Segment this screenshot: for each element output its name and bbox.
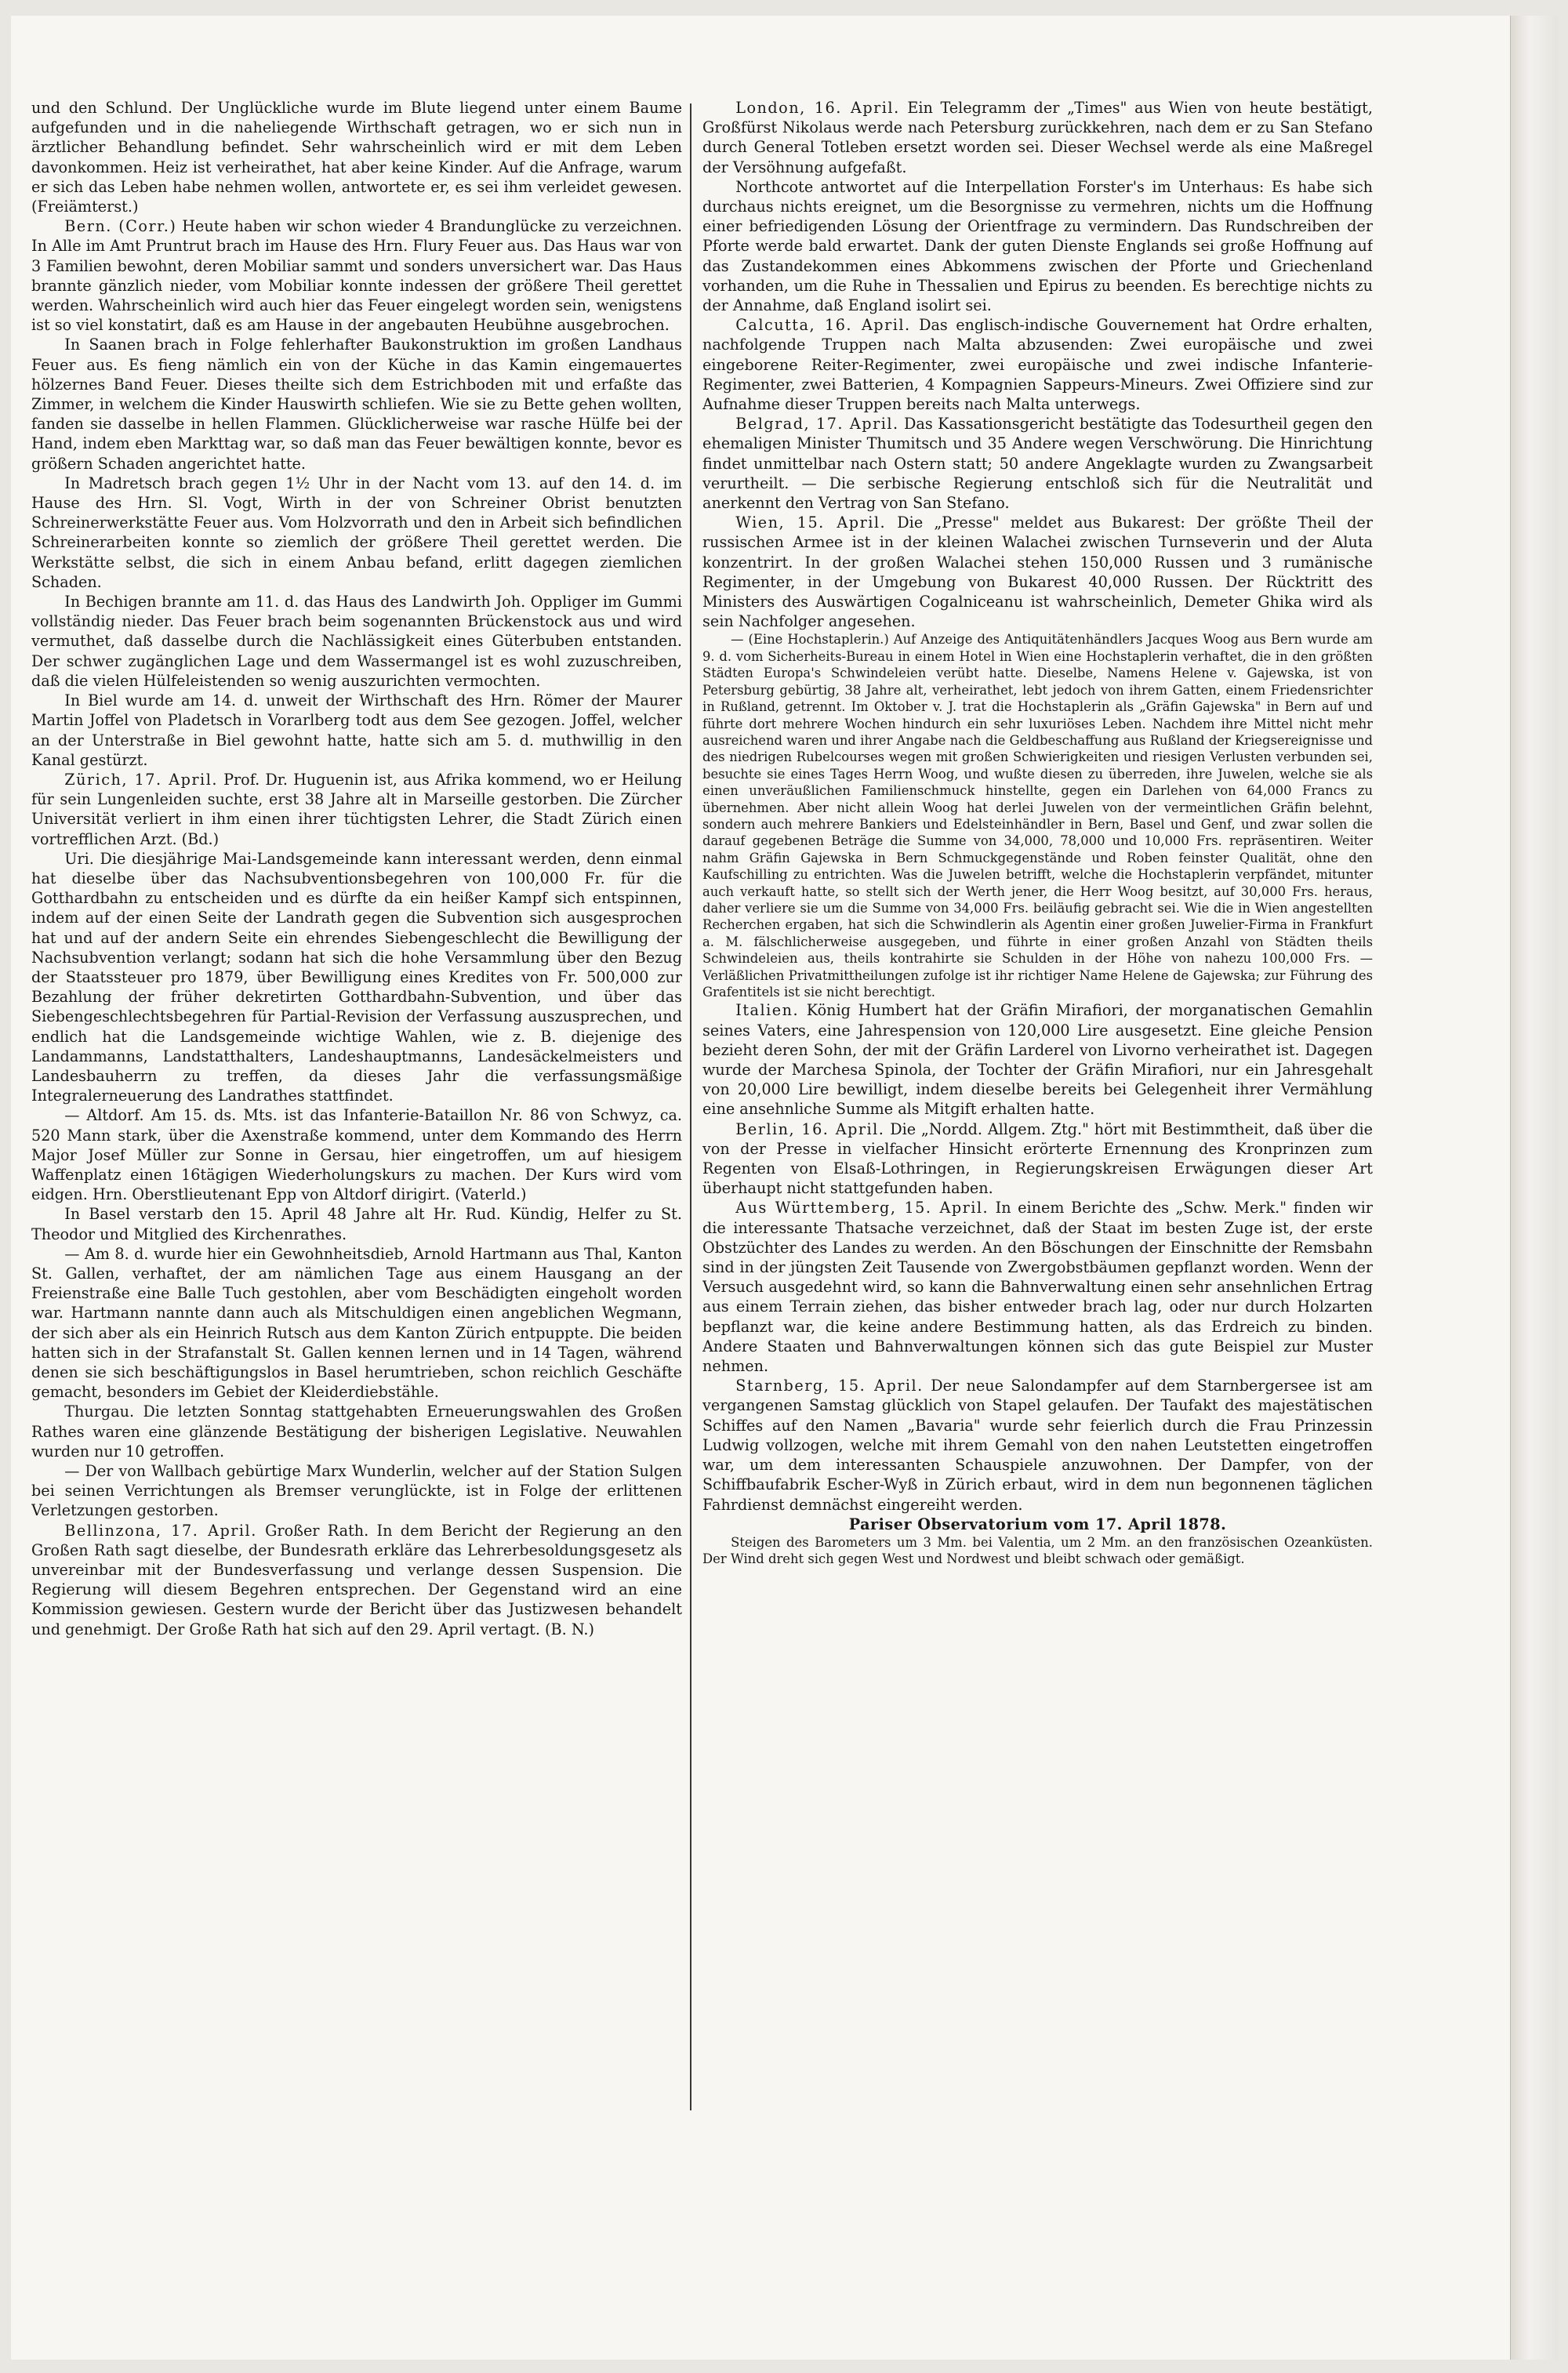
article-text: Heute haben wir schon wieder 4 Brandunglücke zu verzeichnen. In Alle im Amt Pruntrut brach im Hause des Hrn. Flury Feuer aus. Das Haus war von 3 Familien bewohnt, deren Mobiliar sammt und sonders unversichert war. Das Haus brannte gänzlich nieder, vom Mobiliar konnte indessen der größere Theil gerettet werden. Wahrscheinlich wird auch hier das Feuer eingelegt worden sein, wenigstens ist so viel konstatirt, daß es am Hause in der angebauten Heubühne ausgebrochen. bbox=[31, 217, 682, 335]
article-paragraph bbox=[31, 1244, 682, 1402]
article-text: Steigen des Barometers um 3 Mm. bei Valentia, um 2 Mm. an den französischen Ozeanküsten. Der Wind dreht sich gegen West und Nordwest und bleibt schwach oder gemäßigt. bbox=[702, 1534, 1373, 1567]
article-paragraph bbox=[702, 177, 1373, 315]
article-dateline: Aus Württemberg, 15. April. bbox=[735, 1199, 989, 1217]
article-paragraph bbox=[31, 1402, 682, 1461]
article-text: Großer Rath. In dem Bericht der Regierung an den Großen Rath sagt dieselbe, der Bundesrath erkläre das Lehrerbesoldungsgesetz als unvereinbar mit der Bundesverfassung und verlange dessen Suspension. Die Regierung will diesem Begehren entsprechen. Der Gegenstand wird an eine Kommission gewiesen. Gestern wurde der Bericht über das Justizwesen behandelt und genehmigt. Der Große Rath hat sich auf den 29. April vertagt. (B. N.) bbox=[31, 1521, 682, 1638]
article-paragraph bbox=[702, 513, 1373, 631]
article-text: Northcote antwortet auf die Interpellation Forster's im Unterhaus: Es habe sich durchaus nichts ereignet, um die Besorgnisse zu vermehren, nichts um die Hoffnung einer befriedigenden Lösung der Orientfrage zu vermindern. Das Rundschreiben der Pforte werde bald erwartet. Dank der guten Dienste Englands sei große Hoffnung auf das Zustandekommen eines Abkommens zwischen der Pforte und Griechenland vorhanden, um die Ruhe in Thessalien und Epirus zu beenden. Es berechtige nichts zu der Annahme, daß England isolirt sei. bbox=[702, 177, 1373, 315]
article-text: Die „Nordd. Allgem. Ztg." hört mit Bestimmtheit, daß über die von der Presse in vielfacher Hinsicht erörterte Ernennung des Kronprinzen zum Regenten von Elsaß-Lothringen, in Regierungskreisen Erwägungen dieser Art überhaupt nicht stattgefunden haben. bbox=[702, 1119, 1373, 1198]
article-paragraph bbox=[31, 335, 682, 473]
article-dateline: Italien. bbox=[735, 1001, 800, 1020]
article-paragraph bbox=[702, 1534, 1373, 1568]
article-text: König Humbert hat der Gräfin Mirafiori, der morganatischen Gemahlin seines Vaters, eine Jahrespension von 120,000 Lire ausgesetzt. Eine gleiche Pension bezieht deren Sohn, der mit der Gräfin Larderel von Livorno verheirathet ist. Dagegen wurde der Marchesa Spinola, der Tochter der Gräfin Mirafiori, nur ein Jahresgehalt von 20,000 Lire bewilligt, indem dieselbe bereits bei Gelegenheit ihrer Vermählung eine ansehnliche Summe als Mitgift erhalten hatte. bbox=[702, 1001, 1373, 1119]
column-rule bbox=[690, 103, 691, 2110]
article-text: Das englisch-indische Gouvernement hat Ordre erhalten, nachfolgende Truppen nach Malta abzusenden: Zwei europäische und zwei eingeborene Reiter-Regimenter, zwei europäische und zwei indische Infanterie-Regimenter, zwei Batterien, 4 Kompagnien Sappeurs-Mineurs. Zwei Offiziere sind zur Aufnahme dieser Truppen bereits nach Malta unterwegs. bbox=[702, 316, 1373, 414]
article-text: In Madretsch brach gegen 1½ Uhr in der Nacht vom 13. auf den 14. d. im Hause des Hrn. Sl. Vogt, Wirth in der von Schreiner Obrist benutzten Schreinerwerkstätte Feuer aus. Vom Holzvorrath und den in Arbeit sich befindlichen Schreinerarbeiten konnte so ziemlich der größere Theil gerettet werden. Die Werkstätte selbst, die sich in einem Anbau befand, erlitt dagegen ziemlichen Schaden. bbox=[31, 474, 682, 591]
article-paragraph bbox=[31, 1521, 682, 1639]
article-paragraph bbox=[31, 1461, 682, 1521]
article-paragraph bbox=[31, 1204, 682, 1243]
article-paragraph bbox=[31, 691, 682, 770]
article-paragraph bbox=[31, 592, 682, 691]
article-dateline: Berlin, 16. April. bbox=[735, 1119, 885, 1138]
article-text: Die „Presse" meldet aus Bukarest: Der größte Theil der russischen Armee ist in der kleinen Walachei zwischen Turnseverin und der Aluta konzentrirt. In der großen Walachei stehen 150,000 Russen und 3 rumänische Regimenter, in der Umgebung von Bukarest 40,000 Russen. Der Rücktritt des Ministers des Auswärtigen Cogalniceanu ist wahrscheinlich, Demeter Ghika wird als sein Nachfolger angesehen. bbox=[702, 513, 1373, 631]
article-paragraph bbox=[702, 98, 1373, 177]
article-paragraph bbox=[702, 315, 1373, 414]
article-dateline: Starnberg, 15. April. bbox=[735, 1377, 924, 1395]
article-dateline: Bern. (Corr.) bbox=[64, 217, 177, 236]
article-text: — (Eine Hochstaplerin.) Auf Anzeige des Antiquitätenhändlers Jacques Woog aus Bern wurde am 9. d. vom Sicherheits-Bureau in einem Hotel in Wien eine Hochstaplerin verhaftet, die in den größten Städten Europa's Schwindeleien verübt hatte. Dieselbe, Namens Helene v. Gajewska, ist von Petersburg gebürtig, 38 Jahre alt, verheirathet, lebt jedoch von ihrem Gatten, einem Friedensrichter in Rußland, getrennt. Im Oktober v. J. trat die Hochstaplerin als „Gräfin Gajewska" in Bern auf und führte dort mehrere Wochen hindurch ein sehr luxuriöses Leben. Nachdem ihre Mittel nicht mehr ausreichend waren und ihrer Angabe nach die Geldbeschaffung aus Rußland der Kriegsereignisse und des niedrigen Rubelcourses wegen mit großen Schwierigkeiten und riesigen Verlusten verbunden sei, besuchte sie eines Tages Herrn Woog, und wußte diesen zu überreden, ihre Juwelen, welche sie als einen unveräußlichen Familienschmuck hinstellte, gegen ein Darlehen von 64,000 Francs zu übernehmen. Aber nicht allein Woog hat derlei Juwelen von der vermeintlichen Gräfin belehnt, sondern auch mehrere Bankiers und Edelsteinhändler in Bern, Basel und Genf, und zwar sollen die darauf gegebenen Beträge die Summe von 34,000, 78,000 und 10,000 Frs. repräsentiren. Weiter nahm Gräfin Gajewska in Bern Schmuckgegenstände und Roben feinster Qualität, ohne den Kaufschilling zu entrichten. Was die Juwelen betrifft, welche die Hochstaplerin verpfändet, mitunter auch verkauft hatte, so stellt sich der Werth jener, die Herr Woog besitzt, auf 30,000 Frs. heraus, daher verliere sie um die Summe von 34,000 Frs. beiläufig gebracht sei. Wie die in Wien angestellten Recherchen ergaben, hat sich die Schwindlerin als Agentin einer großen Juwelier-Firma in Frankfurt a. M. fälschlicherweise ausgegeben, und führte in einer großen Anzahl von Städten theils Schwindeleien aus, theils kontrahirte sie Schulden in der Höhe von nahezu 100,000 Frs. — Verläßlichen Privatmittheilungen zufolge ist ihr richtiger Name Helene de Gajewska; zur Führung des Grafentitels ist sie nicht berechtigt. bbox=[702, 632, 1373, 1000]
article-text: — Am 8. d. wurde hier ein Gewohnheitsdieb, Arnold Hartmann aus Thal, Kanton St. Gallen, verhaftet, der am nämlichen Tage aus einem Hausgang an der Freienstraße eine Balle Tuch gestohlen, aber vom Beschädigten eingeholt worden war. Hartmann nannte dann auch als Mitschuldigen einen angeblichen Wegmann, der sich aber als ein Heinrich Rutsch aus dem Kanton Zürich entpuppte. Die beiden hatten sich in der Strafanstalt St. Gallen kennen lernen und in 14 Tagen, während denen sie sich beschäftigungslos in Basel herumtrieben, schon reichlich Geschäfte gemacht, besonders im Gebiet der Kleiderdiebstähle. bbox=[31, 1244, 682, 1402]
article-dateline: Calcutta, 16. April. bbox=[735, 316, 911, 335]
article-paragraph bbox=[702, 1198, 1373, 1376]
article-dateline: London, 16. April. bbox=[735, 99, 900, 117]
article-paragraph bbox=[702, 631, 1373, 1000]
page-edge bbox=[1510, 16, 1558, 2360]
article-text: — Altdorf. Am 15. ds. Mts. ist das Infanterie-Bataillon Nr. 86 von Schwyz, ca. 520 Mann stark, über die Axenstraße kommend, unter dem Kommando des Herrn Major Josef Müller zur Sonne in Gersau, hier eingetroffen, um auf hiesigem Waffenplatz einen 16tägigen Wiederholungskurs zu machen. Der Kurs wird vom eidgen. Hrn. Oberstlieutenant Epp von Altdorf dirigirt. (Vaterld.) bbox=[31, 1106, 682, 1204]
article-text: und den Schlund. Der Unglückliche wurde im Blute liegend unter einem Baume aufgefunden und in die naheliegende Wirthschaft getragen, wo er sich nun in ärztlicher Behandlung befindet. Sehr wahrscheinlich wird er mit dem Leben davonkommen. Heiz ist verheirathet, hat aber keine Kinder. Auf die Anfrage, warum er sich das Leben habe nehmen wollen, antwortete er, es sei ihm verleidet gewesen. (Freiämterst.) bbox=[31, 99, 682, 216]
article-dateline: Belgrad, 17. April. bbox=[735, 415, 899, 434]
article-dateline: Zürich, 17. April. bbox=[64, 770, 218, 789]
article-paragraph bbox=[31, 849, 682, 1106]
article-text: In Biel wurde am 14. d. unweit der Wirthschaft des Hrn. Römer der Maurer Martin Joffel von Pladetsch in Vorarlberg todt aus dem See gezogen. Joffel, welcher an der Unterstraße in Biel gewohnt hatte, hatte sich am 5. d. muthwillig in den Kanal gestürzt. bbox=[31, 691, 682, 769]
article-text: In Saanen brach in Folge fehlerhafter Baukonstruktion im großen Landhaus Feuer aus. Es fieng nämlich ein von der Küche in das Kamin eingemauertes hölzernes Band Feuer. Dieses theilte sich dem Estrichboden mit und erfaßte das Zimmer, in welchem die Kinder Hauswirth schliefen. Wie sie zu Bette gehen wollten, fanden sie dasselbe in hellen Flammen. Glücklicherweise war rasche Hülfe bei der Hand, indem eben Markttag war, so daß man das Feuer bewältigen konnte, bevor es größern Schaden angerichtet hatte. bbox=[31, 336, 682, 473]
right-column bbox=[702, 98, 1373, 2105]
article-paragraph bbox=[702, 1119, 1373, 1199]
article-text: Das Kassationsgericht bestätigte das Todesurtheil gegen den ehemaligen Minister Thumitsch und 35 Andere wegen Verschwörung. Die Hinrichtung findet unmittelbar nach Ostern statt; 50 andere Angeklagte wurden zu Zwangsarbeit verurtheilt. — Die serbische Regierung entschloß sich für die Neutralität und anerkennt den Vertrag von San Stefano. bbox=[702, 415, 1373, 513]
article-text: Pariser Observatorium vom 17. April 1878. bbox=[848, 1515, 1227, 1533]
article-paragraph bbox=[31, 770, 682, 849]
article-paragraph bbox=[31, 474, 682, 592]
article-text: Prof. Dr. Huguenin ist, aus Afrika kommend, wo er Heilung für sein Lungenleiden suchte, erst 38 Jahre alt in Marseille gestorben. Die Zürcher Universität verliert in ihm einen ihrer tüchtigsten Lehrer, die Stadt Zürich einen vortrefflichen Arzt. (Bd.) bbox=[31, 770, 682, 848]
article-paragraph bbox=[702, 414, 1373, 513]
article-paragraph bbox=[31, 98, 682, 216]
article-paragraph bbox=[31, 1105, 682, 1204]
article-text: Thurgau. Die letzten Sonntag stattgehabten Erneuerungswahlen des Großen Rathes waren eine glänzende Bestätigung der bisherigen Legislative. Neuwahlen wurden nur 10 getroffen. bbox=[31, 1402, 682, 1460]
article-text: In Bechigen brannte am 11. d. das Haus des Landwirth Joh. Oppliger im Gummi vollständig nieder. Das Feuer brach beim sogenannten Brückenstock aus und wird vermuthet, daß dasselbe durch die Nachlässigkeit eines Güterbuben entstanden. Der schwer zugänglichen Lage und dem Wassermangel ist es wohl zuzuschreiben, daß die vielen Hülfeleistenden so wenig auszurichten vermochten. bbox=[31, 593, 682, 690]
article-text: Der neue Salondampfer auf dem Starnbergersee ist am vergangenen Samstag glücklich von Stapel gelaufen. Der Taufakt des majestätischen Schiffes auf den Namen „Bavaria" wurde sehr feierlich durch die Frau Prinzessin Ludwig vollzogen, welche mit ihrem Gemahl von den nahen Leutstetten eingetroffen war, um dem interessanten Schauspiele anzuwohnen. Der Dampfer, von der Schiffbaufabrik Escher-Wyß in Zürich erbaut, wird in dem nun begonnenen täglichen Fahrdienst demnächst eingereiht werden. bbox=[702, 1377, 1373, 1514]
article-paragraph bbox=[702, 1000, 1373, 1119]
article-dateline: Bellinzona, 17. April. bbox=[64, 1521, 257, 1540]
left-column bbox=[31, 98, 682, 2105]
article-text: Uri. Die diesjährige Mai-Landsgemeinde kann interessant werden, denn einmal hat dieselbe über das Nachsubventionsbegehren von 100,000 Fr. für die Gotthardbahn zu entscheiden und es dürfte da ein heißer Kampf sich entspinnen, indem auf der einen Seite der Landrath gegen die Subvention sich ausgesprochen hat und auf der andern Seite ein ehrendes Siebengeschlecht die Bewilligung der Nachsubvention verlangt; sodann hat sich die hohe Versammlung über den Bezug der Staatssteuer pro 1879, über Bewilligung eines Kredites von Fr. 500,000 zur Bezahlung der früher dekretirten Gotthardbahn-Subvention, und über das Siebengeschlechtsbegehren für Partial-Revision der Verfassung auszusprechen, und endlich hat die Landsgemeinde wichtige Wahlen, wie z. B. diejenige des Landammanns, Landstatthalters, Landeshauptmanns, Landesäckelmeisters und Landesbauherrn zu treffen, da dieses Jahr die verfassungsmäßige Integralerneuerung des Landrathes stattfindet. bbox=[31, 849, 682, 1105]
article-text: Ein Telegramm der „Times" aus Wien von heute bestätigt, Großfürst Nikolaus werde nach Petersburg zurückkehren, nach dem er zu San Stefano durch General Totleben ersetzt worden sei. Dieser Wechsel werde als eine Maßregel der Versöhnung aufgefaßt. bbox=[702, 99, 1373, 176]
article-text: — Der von Wallbach gebürtige Marx Wunderlin, welcher auf der Station Sulgen bei seinen Verrichtungen als Bremser verunglückte, ist in Folge der erlittenen Verletzungen gestorben. bbox=[31, 1462, 682, 1520]
article-dateline: Wien, 15. April. bbox=[735, 513, 887, 532]
article-paragraph bbox=[702, 1376, 1373, 1514]
article-paragraph bbox=[702, 1515, 1373, 1534]
article-text: In Basel verstarb den 15. April 48 Jahre alt Hr. Rud. Kündig, Helfer zu St. Theodor und Mitglied des Kirchenrathes. bbox=[31, 1205, 682, 1243]
article-text: In einem Berichte des „Schw. Merk." finden wir die interessante Thatsache verzeichnet, daß der Staat im besten Zuge ist, der erste Obstzüchter des Landes zu werden. An den Böschungen der Einschnitte der Remsbahn sind in der jüngsten Zeit Tausende von Zwergobstbäumen gepflanzt worden. Wenn der Versuch ausgedehnt wird, so kann die Bahnverwaltung einen sehr ansehnlichen Ertrag aus einem Terrain ziehen, das bisher entweder brach lag, oder nur durch Holzarten bepflanzt war, die keine andere Bestimmung hatten, als das Erdreich zu binden. Andere Staaten und Bahnverwaltungen können sich das gute Beispiel zur Muster nehmen. bbox=[702, 1199, 1373, 1376]
article-paragraph bbox=[31, 216, 682, 335]
